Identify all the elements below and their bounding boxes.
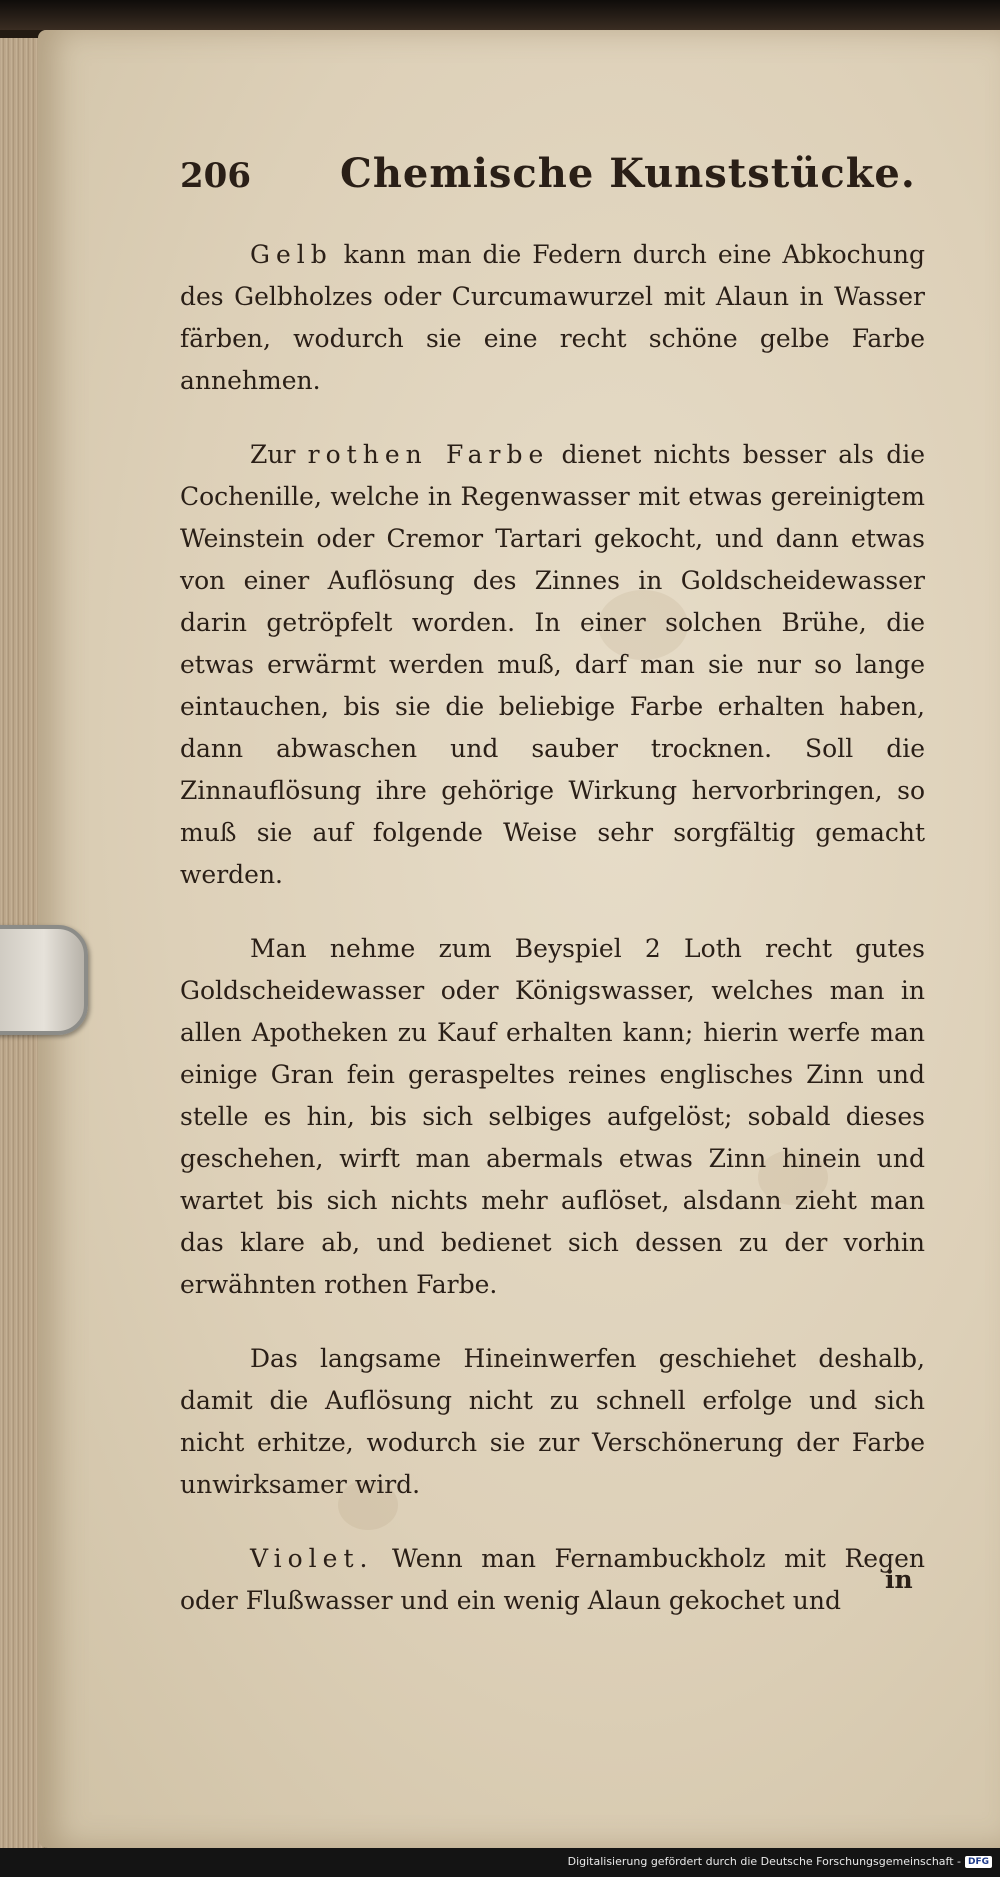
digitization-credit-text: Digitalisierung gefördert durch die Deutsche Forschungsgemeinschaft - xyxy=(567,1855,961,1868)
paragraph-lead: Violet. xyxy=(250,1544,374,1573)
page-header xyxy=(180,150,925,228)
page-text xyxy=(180,150,925,1654)
paragraph-text: Man nehme zum Beyspiel 2 Loth recht gutes Goldscheidewasser oder Königswasser, welches man in allen Apotheken zu Kauf erhalten kann; hierin werfe man einige Gran fein geraspeltes reines englisches Zinn und stelle es hin, bis sich selbiges aufgelöst; sobald dieses geschehen, wirft man abermals etwas Zinn hinein und wartet bis sich nichts mehr auflöset, alsdann zieht man das klare ab, und bedienet sich dessen zu der vorhin erwähnten rothen Farbe. xyxy=(180,934,925,1299)
paragraph-text: kann man die Federn durch eine Abkochung des Gelbholzes oder Curcumawurzel mit Alaun in Wasser färben, wodurch sie eine recht schöne gelbe Farbe annehmen. xyxy=(180,240,925,395)
digitization-credit xyxy=(568,1855,992,1868)
paragraph-tin-solution xyxy=(180,928,925,1306)
paragraph-yellow xyxy=(180,234,925,402)
paragraph-pre: Zur xyxy=(250,440,308,469)
paragraph-red xyxy=(180,434,925,896)
paragraph-text: Wenn man Fernambuckholz mit Regen oder Flußwasser und ein wenig Alaun gekochet und xyxy=(180,1544,925,1615)
paragraph-lead: Gelb xyxy=(250,240,333,269)
catchword: in xyxy=(885,1565,913,1594)
scan-top-edge xyxy=(0,0,1000,30)
running-title: Chemische Kunststücke. xyxy=(340,150,916,197)
paragraph-text: dienet nichts besser als die Cochenille, welche in Regenwasser mit etwas gereinigtem Weinstein oder Cremor Tartari gekocht, und dann etwas von einer Auflösung des Zinnes in Goldscheidewasser darin getröpfelt worden. In einer solchen Brühe, die etwas erwärmt werden muß, darf man sie nur so lange eintauchen, bis sie die beliebige Farbe erhalten haben, dann abwaschen und sauber trocknen. Soll die Zinnauflösung ihre gehörige Wirkung hervorbringen, so muß sie auf folgende Weise sehr sorgfältig gemacht werden. xyxy=(180,440,926,889)
page-clip xyxy=(0,925,88,1035)
paragraph-slow-adding xyxy=(180,1338,925,1506)
page-number: 206 xyxy=(180,156,251,196)
paragraph-lead: rothen Farbe xyxy=(307,440,550,469)
paragraph-text: Das langsame Hineinwerfen geschiehet deshalb, damit die Auflösung nicht zu schnell erfolge und sich nicht erhitze, wodurch sie zur Verschönerung der Farbe unwirksamer wird. xyxy=(180,1344,925,1499)
paragraph-violet xyxy=(180,1538,925,1622)
dfg-logo: DFG xyxy=(965,1856,992,1868)
